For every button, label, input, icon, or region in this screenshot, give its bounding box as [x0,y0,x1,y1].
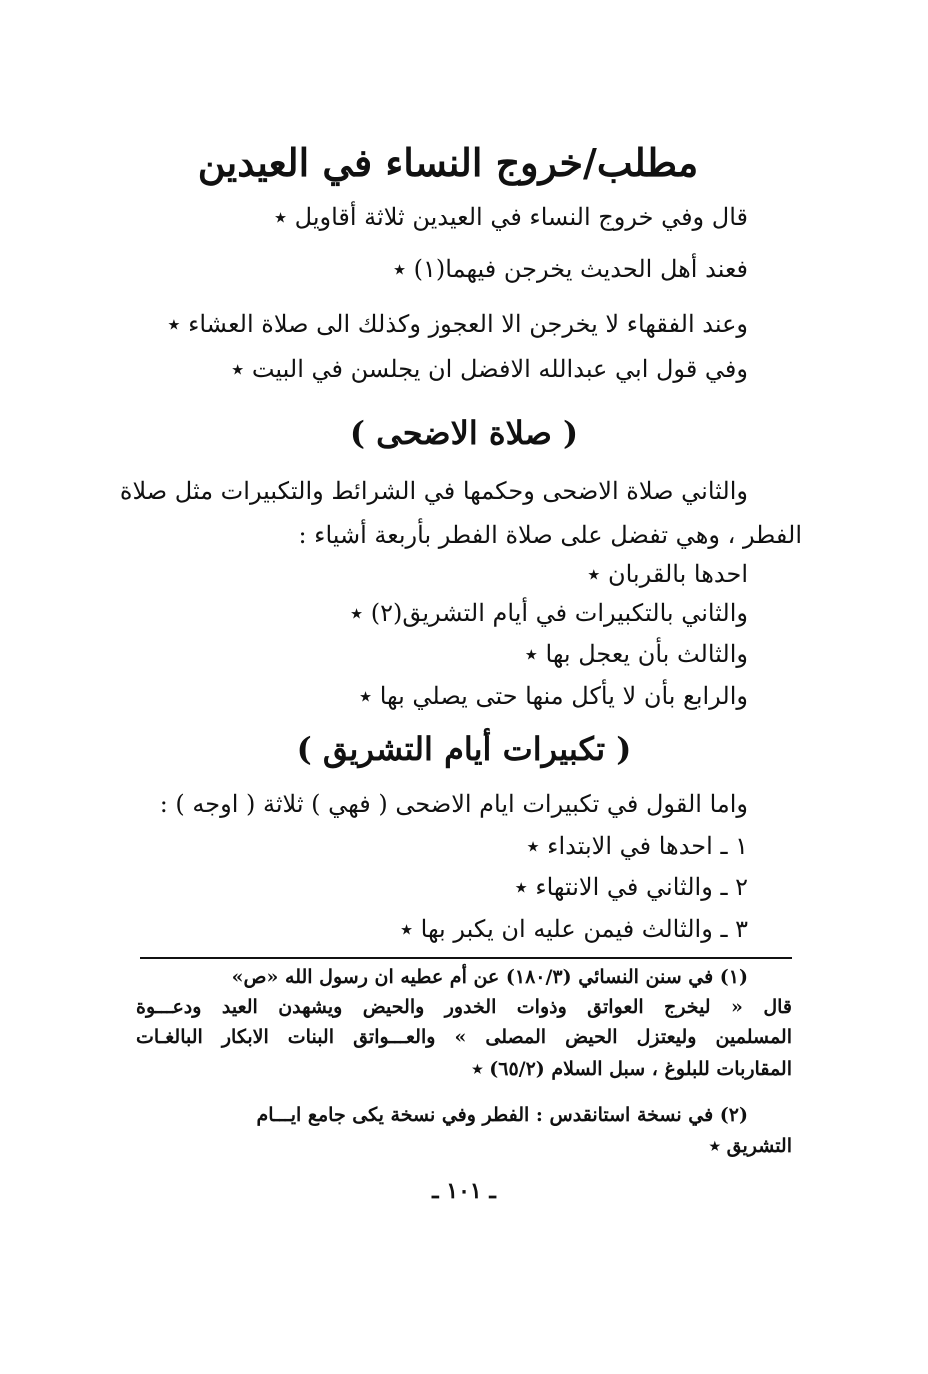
list-item: والرابع بأن لا يأكل منها حتى يصلي بها ٭ [359,682,748,710]
paragraph-line: الفطر ، وهي تفضل على صلاة الفطر بأربعة أشياء : [298,521,802,549]
footnote-line: المقاربات للبلوغ ، سبل السلام (٦٥/٢) ٭ [472,1058,792,1080]
footnote-line: التشريق ٭ [709,1135,792,1157]
paragraph-line: والثاني صلاة الاضحى وحكمها في الشرائط والتكبيرات مثل صلاة [119,477,748,505]
footnote-line: (٢) في نسخة استانقدس : الفطر وفي نسخة يكى جامع ايـــام [256,1104,748,1126]
list-item: ١ ـ احدها في الابتداء ٭ [526,832,748,860]
section-title-adha-prayer: ( صلاة الاضحى ) [349,414,579,452]
footnote-line: قال « ليخرج العواتق وذوات الخدور والحيض ويشهدن العيد ودعـــوة [136,996,792,1018]
text-line: قال وفي خروج النساء في العيدين ثلاثة أقاويل ٭ [273,203,748,231]
text-line: وفي قول ابي عبدالله الافضل ان يجلسن في البيت ٭ [231,355,748,383]
list-item: ٣ ـ والثالث فيمن عليه ان يكبر بها ٭ [399,915,748,943]
text-line: وعند الفقهاء لا يخرجن الا العجوز وكذلك الى صلاة العشاء ٭ [167,310,748,338]
page-number: ـ ١٠١ ـ [432,1178,496,1204]
text-line: فعند أهل الحديث يخرجن فيهما(١) ٭ [392,255,748,283]
footnote-line: المسلمين وليعتزل الحيض المصلى » والعـــواتق البنات الابكار البالغـات [136,1026,792,1048]
section-title-tashreeq: ( تكبيرات أيام التشريق ) [296,730,632,768]
list-item: ٢ ـ والثاني في الانتهاء ٭ [514,873,748,901]
list-item: احدها بالقربان ٭ [587,560,748,588]
section-title-women-eid: مطلب/خروج النساء في العيدين [197,140,699,185]
paragraph-line: واما القول في تكبيرات ايام الاضحى ( فهي ) ثلاثة ( اوجه ) : [159,790,748,818]
footnote-divider [140,957,792,959]
list-item: والثاني بالتكبيرات في أيام التشريق(٢) ٭ [349,599,748,627]
list-item: والثالث بأن يعجل بها ٭ [524,640,748,668]
footnote-line: (١) في سنن النسائي (١٨٠/٣) عن أم عطيه ان رسول الله «ص» [231,966,748,988]
